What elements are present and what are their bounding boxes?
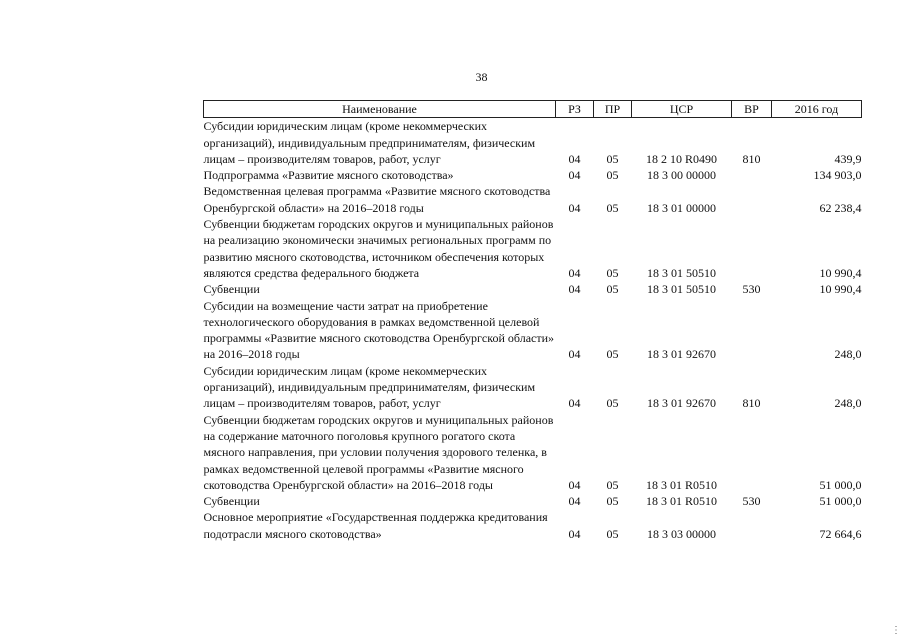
- row-amount: 134 903,0: [813, 168, 862, 183]
- row-vr: [732, 183, 772, 216]
- row-rz: 04: [568, 494, 581, 509]
- row-vr: 530: [742, 494, 761, 509]
- table-row: [204, 493, 862, 509]
- header-csr: ЦСР: [632, 101, 732, 118]
- table-row: [204, 281, 862, 297]
- row-csr: 18 3 01 50510: [647, 282, 716, 297]
- row-pr: 05: [606, 396, 619, 411]
- row-amount: 10 990,4: [819, 282, 862, 297]
- row-pr: 05: [606, 168, 619, 183]
- row-csr: 18 3 01 92670: [647, 347, 716, 362]
- row-pr: 05: [606, 526, 619, 541]
- row-pr: 05: [606, 477, 619, 492]
- row-vr: [732, 216, 772, 281]
- row-amount: 10 990,4: [819, 265, 862, 280]
- row-name: Подпрограмма «Развитие мясного скотоводства»: [203, 168, 454, 183]
- table-row: [204, 118, 862, 167]
- row-pr: 05: [606, 200, 619, 215]
- scan-edge-mark: ⋮: [891, 625, 901, 636]
- row-amount: 72 664,6: [819, 526, 862, 541]
- row-vr: [732, 509, 772, 542]
- header-pr: ПР: [594, 101, 632, 118]
- table-row: [204, 216, 862, 281]
- row-pr: 05: [606, 151, 619, 166]
- header-name: Наименование: [204, 101, 556, 118]
- row-csr: 18 3 01 R0510: [645, 494, 717, 509]
- row-csr: 18 3 01 00000: [647, 200, 716, 215]
- row-vr: 530: [742, 282, 761, 297]
- budget-table: [203, 100, 862, 542]
- row-rz: 04: [568, 282, 581, 297]
- row-rz: 04: [568, 151, 581, 166]
- row-name: Субвенции: [203, 282, 260, 297]
- row-name: Основное мероприятие «Государственная поддержка кредитования подотрасли мясного скотоводства»: [203, 510, 548, 541]
- row-csr: 18 3 00 00000: [647, 168, 716, 183]
- table-row: [204, 363, 862, 412]
- header-vr: ВР: [732, 101, 772, 118]
- table-row: [204, 183, 862, 216]
- row-vr: 810: [742, 396, 761, 411]
- row-amount: 439,9: [834, 151, 862, 166]
- row-rz: 04: [568, 347, 581, 362]
- row-name: Субсидии на возмещение части затрат на приобретение технологического оборудования в рамках ведомственной целевой программы «Развитие мясного скотоводства Оренбургской области» на 2016–2018 годы: [203, 298, 555, 362]
- row-csr: 18 3 01 92670: [647, 396, 716, 411]
- table-row: [204, 298, 862, 363]
- page-number: 38: [475, 70, 488, 84]
- row-name: Субвенции бюджетам городских округов и муниципальных районов на содержание маточного поголовья крупного рогатого скота мясного направления, при условии получения здорового теленка, в рамках ведомственной целевой программы «Развитие мясного скотоводства Оренбургской области» на 2016–2018 годы: [203, 412, 554, 492]
- row-name: Субвенции: [203, 494, 260, 509]
- row-amount: 62 238,4: [819, 200, 862, 215]
- row-rz: 04: [568, 265, 581, 280]
- row-name: Субвенции бюджетам городских округов и муниципальных районов на реализацию экономически значимых региональных программ по развитию мясного скотоводства, источником обеспечения которых являются средства федерального бюджета: [203, 217, 554, 280]
- row-name: Субсидии юридическим лицам (кроме некоммерческих организаций), индивидуальным предпринимателям, физическим лицам – производителям товаров, работ, услуг: [203, 363, 536, 411]
- row-vr: [732, 298, 772, 363]
- row-vr: 810: [742, 151, 761, 166]
- table-row: [204, 412, 862, 493]
- header-rz: РЗ: [556, 101, 594, 118]
- row-rz: 04: [568, 477, 581, 492]
- row-vr: [732, 167, 772, 183]
- row-pr: 05: [606, 282, 619, 297]
- row-csr: 18 3 03 00000: [647, 526, 716, 541]
- table-row: [204, 509, 862, 542]
- row-name: Ведомственная целевая программа «Развитие мясного скотоводства Оренбургской области» на 2016–2018 годы: [203, 184, 551, 215]
- table-body: [204, 118, 862, 542]
- row-pr: 05: [606, 265, 619, 280]
- row-csr: 18 3 01 R0510: [645, 477, 717, 492]
- row-rz: 04: [568, 396, 581, 411]
- row-amount: 51 000,0: [819, 494, 862, 509]
- row-rz: 04: [568, 200, 581, 215]
- row-pr: 05: [606, 494, 619, 509]
- row-name: Субсидии юридическим лицам (кроме некоммерческих организаций), индивидуальным предпринимателям, физическим лицам – производителям товаров, работ, услуг: [203, 119, 536, 166]
- row-amount: 248,0: [834, 396, 862, 411]
- table-header: [204, 101, 862, 118]
- row-csr: 18 2 10 R0490: [645, 151, 717, 166]
- row-rz: 04: [568, 168, 581, 183]
- table-row: [204, 167, 862, 183]
- row-vr: [732, 412, 772, 493]
- row-pr: 05: [606, 347, 619, 362]
- row-rz: 04: [568, 526, 581, 541]
- row-amount: 51 000,0: [819, 477, 862, 492]
- row-csr: 18 3 01 50510: [647, 265, 716, 280]
- row-amount: 248,0: [834, 347, 862, 362]
- header-amount: 2016 год: [772, 101, 862, 118]
